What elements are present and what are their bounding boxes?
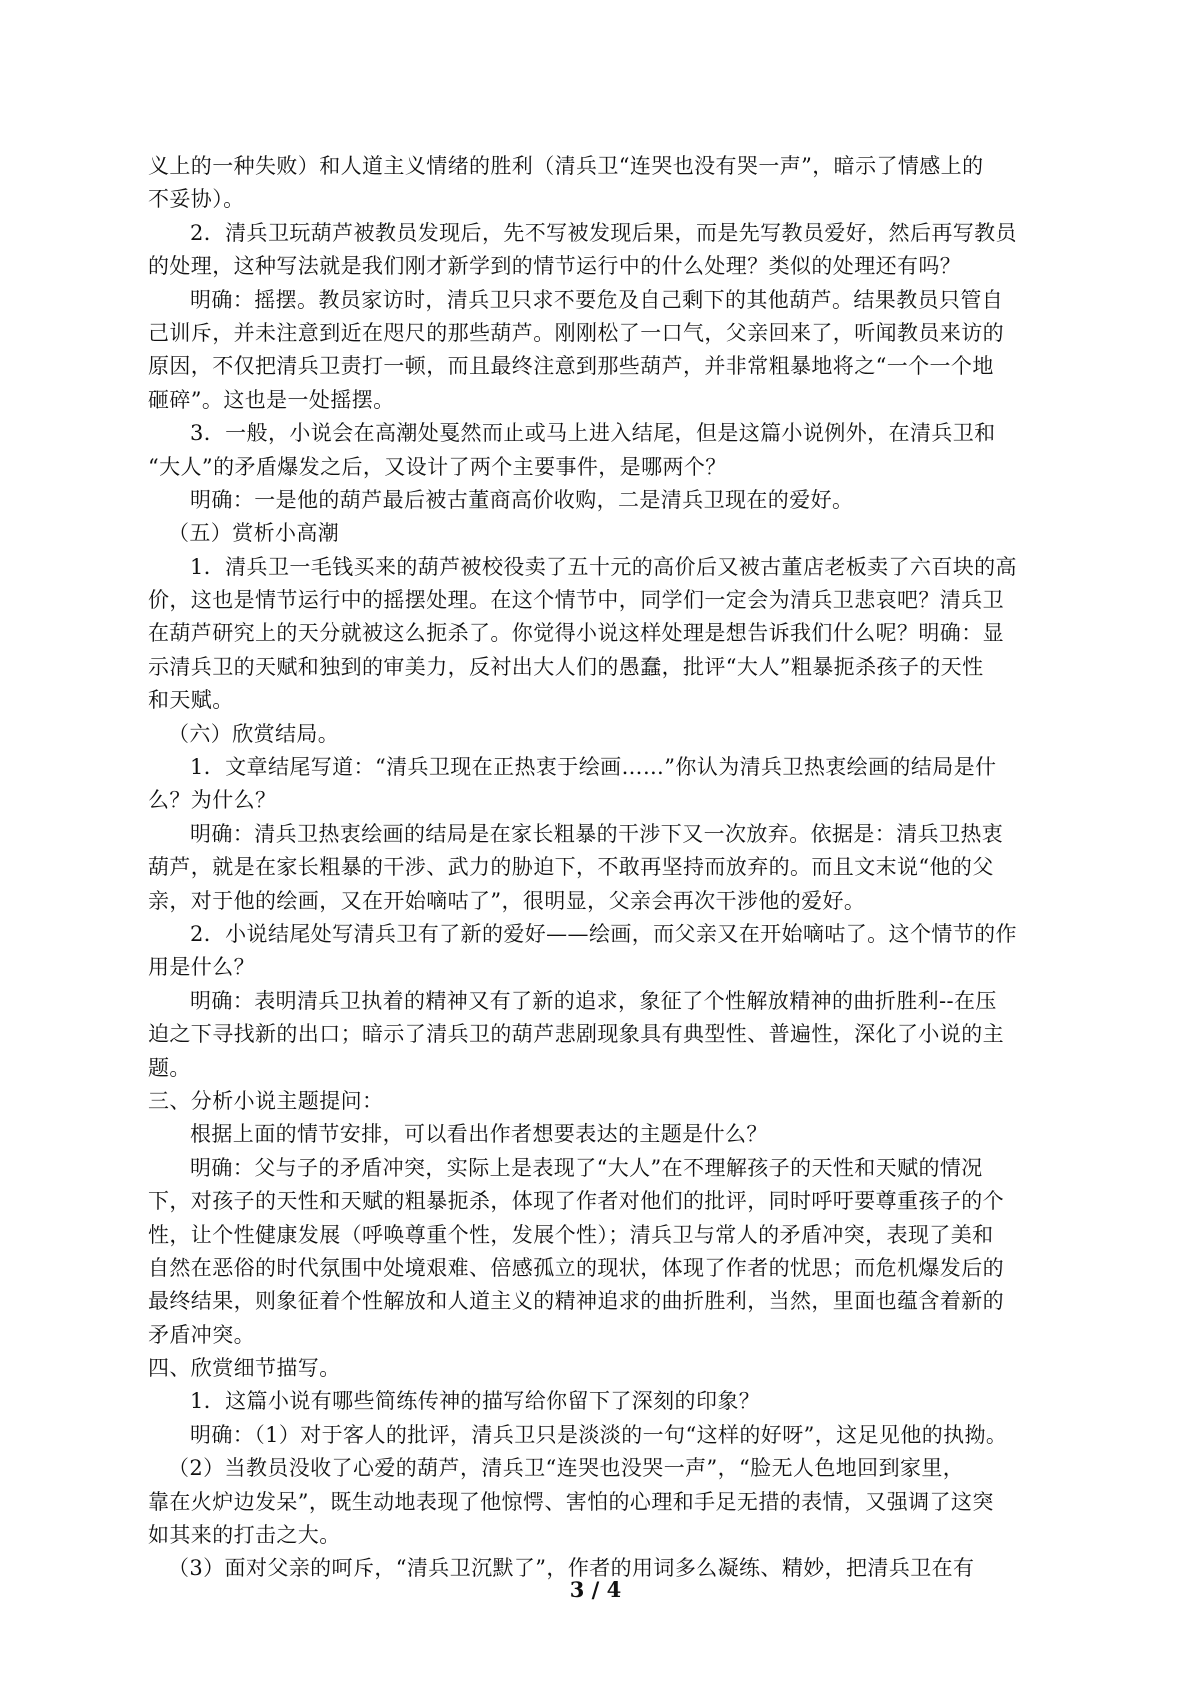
text-line: 价，这也是情节运行中的摇摆处理。在这个情节中，同学们一定会为清兵卫悲哀吧？清兵卫 (148, 588, 1004, 613)
text-line: （2）当教员没收了心爱的葫芦，清兵卫“连哭也没哭一声”，“脸无人色地回到家里， (168, 1456, 965, 1481)
text-line: 示清兵卫的天赋和独到的审美力，反衬出大人们的愚蠢，批评“大人”粗暴扼杀孩子的天性 (148, 654, 984, 679)
text-line: （六）欣赏结局。 (168, 721, 340, 746)
text-line: 自然在恶俗的时代氛围中处境艰难、倍感孤立的现状，体现了作者的忧思；而危机爆发后的 (148, 1255, 1004, 1280)
text-line: 靠在火炉边发呆”，既生动地表现了他惊愕、害怕的心理和手足无措的表情，又强调了这突 (148, 1489, 994, 1514)
text-line: 葫芦，就是在家长粗暴的干涉、武力的胁迫下，不敢再坚持而放弃的。而且文末说“他的父 (148, 855, 994, 880)
text-line: 和天赋。 (148, 688, 234, 713)
text-line: 下，对孩子的天性和天赋的粗暴扼杀，体现了作者对他们的批评，同时呼吁要尊重孩子的个 (148, 1189, 1004, 1214)
text-line: 明确：清兵卫热衷绘画的结局是在家长粗暴的干涉下又一次放弃。依据是：清兵卫热衷 (190, 821, 1004, 846)
text-line: 2．小说结尾处写清兵卫有了新的爱好——绘画，而父亲又在开始嘀咕了。这个情节的作 (190, 921, 1017, 946)
text-line: 么？为什么？ (148, 788, 277, 813)
text-line: 1．文章结尾写道：“清兵卫现在正热衷于绘画……”你认为清兵卫热衷绘画的结局是什 (190, 755, 997, 780)
text-line: 1．这篇小说有哪些简练传神的描写给你留下了深刻的印象？ (190, 1389, 761, 1414)
page-number: 3 / 4 (569, 1577, 622, 1602)
text-line: 1．清兵卫一毛钱买来的葫芦被校役卖了五十元的高价后又被古董店老板卖了六百块的高 (190, 554, 1017, 579)
text-line: 己训斥，并未注意到近在咫尺的那些葫芦。刚刚松了一口气，父亲回来了，听闻教员来访的 (148, 320, 1004, 345)
text-line: 义上的一种失败）和人道主义情绪的胜利（清兵卫“连哭也没有哭一声”，暗示了情感上的 (148, 154, 984, 178)
text-line: 矛盾冲突。 (148, 1322, 255, 1347)
text-line: 明确：摇摆。教员家访时，清兵卫只求不要危及自己剩下的其他葫芦。结果教员只管自 (190, 287, 1004, 312)
text-line: 性，让个性健康发展（呼唤尊重个性，发展个性）；清兵卫与常人的矛盾冲突，表现了美和 (148, 1222, 994, 1247)
text-line: 明确：父与子的矛盾冲突，实际上是表现了“大人”在不理解孩子的天性和天赋的情况 (190, 1155, 983, 1180)
text-line: 原因，不仅把清兵卫责打一顿，而且最终注意到那些葫芦，并非常粗暴地将之“一个一个地 (148, 354, 994, 379)
text-line: （五）赏析小高潮 (168, 521, 340, 546)
text-line: 迫之下寻找新的出口；暗示了清兵卫的葫芦悲剧现象具有典型性、普遍性，深化了小说的主 (148, 1022, 1004, 1047)
text-line: 的处理，这种写法就是我们刚才新学到的情节运行中的什么处理？类似的处理还有吗？ (148, 254, 962, 279)
text-line: 砸碎”。这也是一处摇摆。 (148, 387, 395, 412)
text-line: （3）面对父亲的呵斥，“清兵卫沉默了”，作者的用词多么凝练、精妙，把清兵卫在有 (168, 1556, 975, 1581)
text-line: 明确：（1）对于客人的批评，清兵卫只是淡淡的一句“这样的好呀”，这足见他的执拗。 (190, 1422, 1008, 1447)
document-body (148, 150, 1066, 1586)
text-line: 最终结果，则象征着个性解放和人道主义的精神追求的曲折胜利，当然，里面也蕴含着新的 (148, 1289, 1004, 1314)
text-line: 不妥协）。 (148, 187, 245, 212)
text-line: “大人”的矛盾爆发之后，又设计了两个主要事件，是哪两个？ (148, 454, 727, 479)
text-line: 亲，对于他的绘画，又在开始嘀咕了”，很明显，父亲会再次干涉他的爱好。 (148, 888, 866, 913)
text-line: 题。 (148, 1055, 191, 1080)
text-line: 3．一般，小说会在高潮处戛然而止或马上进入结尾，但是这篇小说例外，在清兵卫和 (190, 421, 996, 446)
text-line: 四、欣赏细节描写。 (148, 1356, 341, 1381)
text-line: 2．清兵卫玩葫芦被教员发现后，先不写被发现后果，而是先写教员爱好，然后再写教员 (190, 220, 1017, 245)
text-line: 明确：一是他的葫芦最后被古董商高价收购，二是清兵卫现在的爱好。 (190, 487, 854, 512)
text-line: 用是什么？ (148, 955, 255, 980)
text-line: 明确：表明清兵卫执着的精神又有了新的追求，象征了个性解放精神的曲折胜利--在压 (190, 988, 997, 1013)
text-line: 在葫芦研究上的天分就被这么扼杀了。你觉得小说这样处理是想告诉我们什么呢？明确：显 (148, 621, 1004, 646)
text-line: 三、分析小说主题提问： (148, 1088, 384, 1113)
text-line: 根据上面的情节安排，可以看出作者想要表达的主题是什么？ (190, 1122, 768, 1147)
text-line: 如其来的打击之大。 (148, 1523, 341, 1548)
